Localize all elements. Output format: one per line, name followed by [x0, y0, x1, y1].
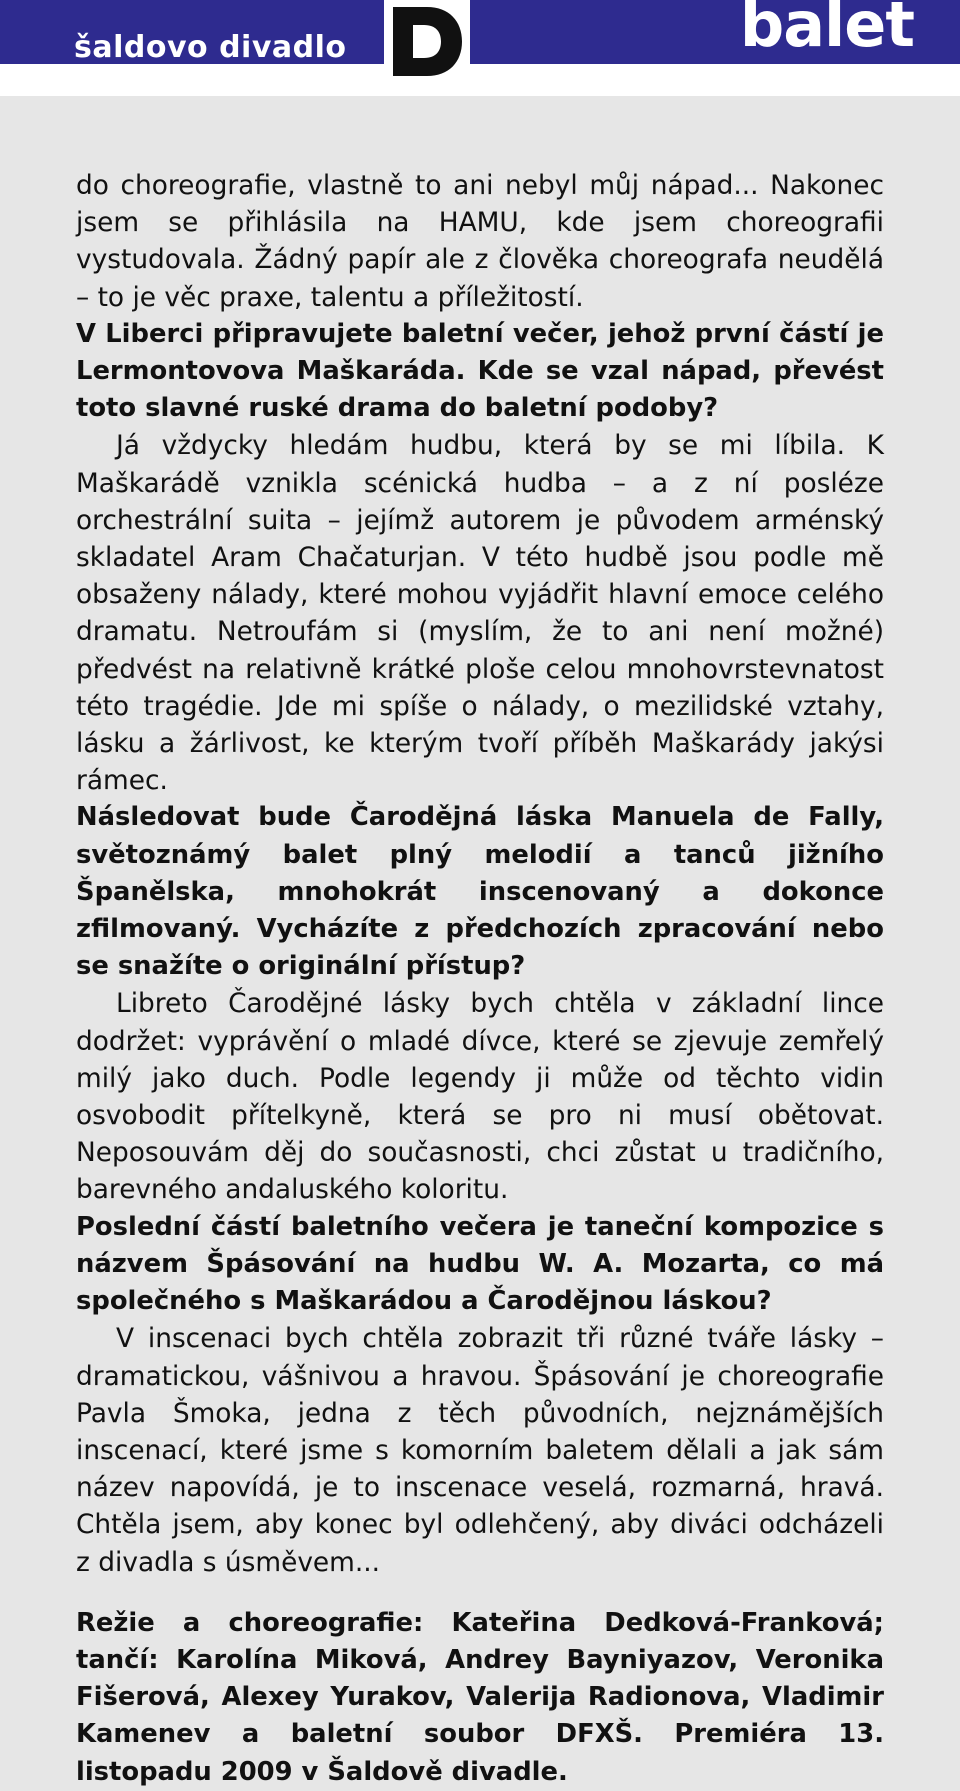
section-title: balet: [739, 0, 914, 61]
interview-question: Poslední částí baletního večera je taneční kompozice s názvem Špásování na hudbu W. A. Mozarta, co má společného s Maškarádou a Čarodějnou láskou?: [76, 1211, 884, 1317]
article-body: [76, 167, 884, 1791]
article-paragraph: do choreografie, vlastně to ani nebyl můj nápad... Nakonec jsem se přihlásila na HAMU, kde jsem choreografii vystudovala. Žádný papír ale z člověka choreografa neudělá – to je věc praxe, talentu a příležitostí.: [76, 170, 884, 313]
interview-answer: Já vždycky hledám hudbu, která by se mi líbila. K Maškarádě vznikla scénická hudba – a z ní posléze orchestrální suita – jejímž autorem je původem arménský skladatel Aram Chačaturjan. V této hudbě jsou podle mě obsaženy nálady, které mohou vyjádřit hlavní emoce celého dramatu. Netroufám si (myslím, že to ani není možné) předvést na relativně krátké ploše celou mnohovrstevnatost této tragédie. Jde mi spíše o nálady, o mezilidské vztahy, lásku a žárlivost, ke kterým tvoří příběh Maškarády jakýsi rámec.: [76, 430, 884, 797]
interview-answer: V inscenaci bych chtěla zobrazit tři různé tváře lásky – dramatickou, vášnivou a hravou. Špásování je choreografie Pavla Šmoka, jedna z těch původních, nejznámějších inscenací, které jsme s komorním baletem dělali a jak sám název napovídá, je to inscenace veselá, rozmarná, hravá. Chtěla jsem, aby konec byl odlehčený, aby diváci odcházeli z divadla s úsměvem...: [76, 1323, 884, 1578]
logo-d-icon: [393, 7, 462, 76]
interview-question: Následovat bude Čarodějná láska Manuela de Fally, světoznámý balet plný melodií a tanců jižního Španělska, mnohokrát inscenovaný a dokonce zfilmovaný. Vycházíte z předchozích zpracování nebo se snažíte o originální přístup?: [76, 802, 884, 982]
interview-answer: Libreto Čarodějné lásky bych chtěla v základní lince dodržet: vyprávění o mladé dívce, které se zjevuje zemřelý milý jako duch. Podle legendy ji může od těchto vidin osvobodit přítelkyně, která se pro ni musí obětovat. Neposouvám děj do současnosti, chci zůstat u tradičního, barevného andaluského koloritu.: [76, 988, 884, 1206]
production-credits: Režie a choreografie: Kateřina Dedková-Franková; tančí: Karolína Miková, Andrey Bayniyazov, Veronika Fišerová, Alexey Yurakov, Valerija Radionova, Vladimir Kamenev a baletní soubor DFXŠ. Premiéra 13. listopadu 2009 v Šaldově divadle.: [76, 1607, 884, 1787]
brand-name: šaldovo divadlo: [74, 30, 347, 65]
interview-question: V Liberci připravujete baletní večer, jehož první částí je Lermontovova Maškaráda. Kde se vzal nápad, převést toto slavné ruské drama do baletní podoby?: [76, 318, 884, 424]
header-underline: [0, 64, 960, 96]
